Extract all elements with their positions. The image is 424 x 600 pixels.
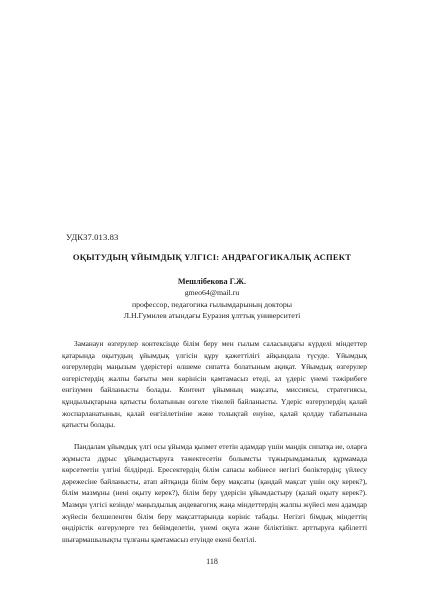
udk-code: УДК37.013.83 xyxy=(66,232,119,242)
author-position: профессор, педагогика ғылымдарының докторы xyxy=(131,299,293,309)
author-affiliation: Л.Н.Гумилев атындағы Еуразия ұлттық университеті xyxy=(123,311,301,321)
body-paragraph: Пандалам ұйымдық үлгі осы ұйымда қызмет ететін адамдар үшін маңдік сипатқа ие, оларға жұмыста дұрыс ұйымдастыруға тәжектесетін болымсты тұжырымдамалық құрмамада көрсетеетін үлгіні білдіреді. Ересектердің білім сапасы көбінесе негізгі бөліктердің; үйлесу дәрежесіне байланысты, атап айтқанда білім беру мақсаты (қандай мақсат үшін оқу керек?), білім мазмұны (нені оқыту керек?), білім беру үдерісін ұйымдастыру (қалай оқыту керек?). Мазмұн үлгісі кезінде/ маңыздылық андевагогиқ жаңа міндеттердің жалпы жүйесі мен адамдар жүйесін белшеленген білім беру мақсаттарында көрініс табады. Негізгі бімдық міндеттің өндірістік өзгерулерге тез бейімделетін, үнемі оқуға және біліктілікт. арттыруға қабілетті шығармашылықты тұлғаны қамтамасыз етуінде екені белгілі. xyxy=(62,442,367,544)
page-number: 118 xyxy=(206,557,218,566)
author-block xyxy=(60,276,364,322)
author-email: gmeo64@mail.ru xyxy=(184,288,240,298)
article-title: ОҚЫТУДЫҢ ҰЙЫМДЫҚ ҮЛГІСІ: АНДРАГОГИКАЛЫҚ АСПЕКТ xyxy=(72,252,352,262)
author-name: Мешлібекова Г.Ж. xyxy=(177,277,247,286)
abstract-paragraph: Заманауи өзгерулер контексінде білім беру мен ғылым саласындағы күрделі міндеттер қатарында оқытудың ұйымдық үлгісін құру қажеттілігі айқындала түсуде. Ұйымдық өзгерулердің маңызым үдерістері өлшеме сипатта болатыным ақиқат. Ұйымдық өзгерулер өзгерістердің жалпы бағыты мен көрінісін қамтамасыз етеді, ал үдеріс үнемі тәжірибеге енгізумен байланысты болады. Контент ұйымның мақсаты, миссиясы, стратегиясы, құндылықтарына қатысты болатынын өзгеле тікелей байланысты. Үдеріс өзгерулердің қалай жоспарланатынын, қалай енгізілетініне және толықтай енуіне, қалай қолдау табатынына қатысты болады. xyxy=(62,339,367,430)
